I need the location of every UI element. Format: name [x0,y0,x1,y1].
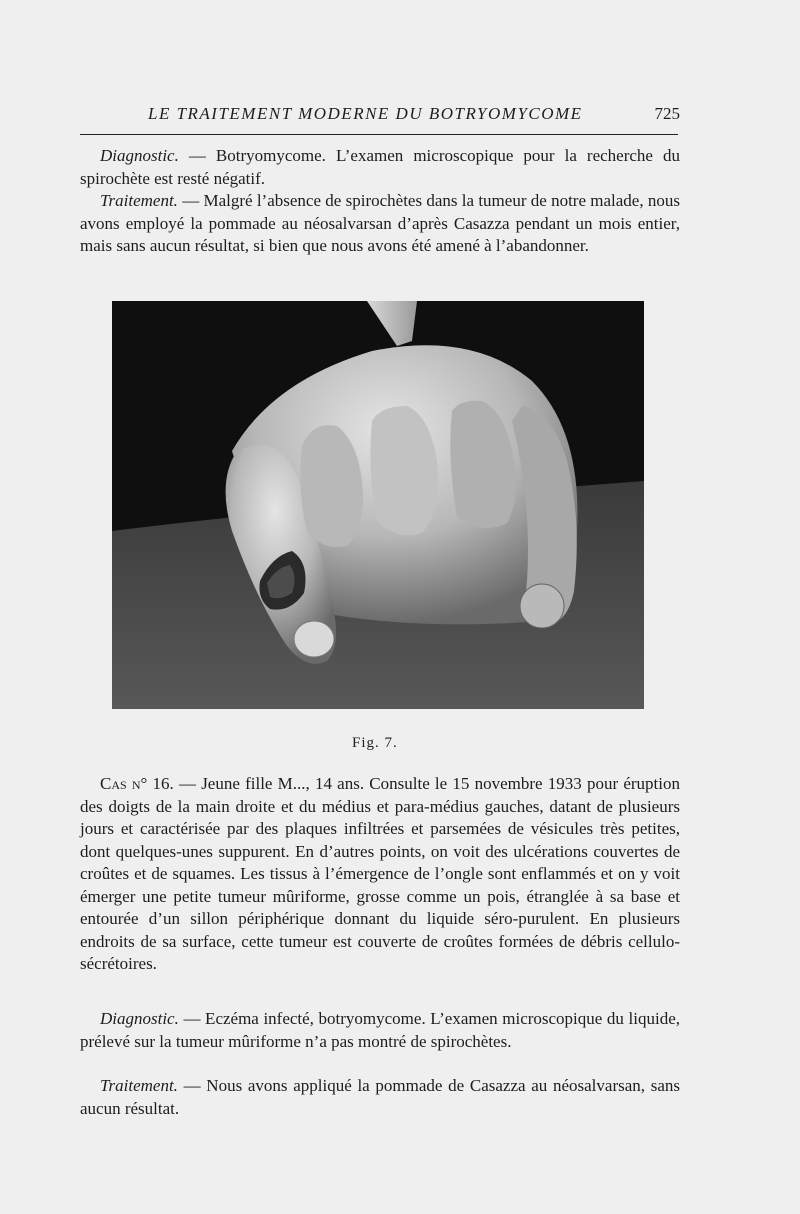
paragraph-text: — Malgré l’absence de spirochètes dans la tumeur de notre malade, nous avons employé la pommade au néosalvarsan d’après Casazza pendant un mois entier, mais sans aucun résultat, si bien que nous avons été amené à l’abandonner. [80,191,680,255]
paragraph-traitement-1 [80,190,680,258]
page-number: 725 [654,104,680,123]
hand-photo-illustration [112,301,644,709]
paragraph-lead: Traitement. [100,191,178,210]
paragraph-traitement-2 [80,1075,680,1120]
running-title: LE TRAITEMENT MODERNE DU BOTRYOMYCOME [148,104,583,123]
paragraph-cas-16 [80,773,680,976]
paragraph-text: — Eczéma infecté, botryomycome. L’examen microscopique du liquide, prélevé sur la tumeur mûriforme n’a pas montré de spirochètes. [80,1009,680,1051]
figure-caption: Fig. 7. [352,735,398,751]
paragraph-diagnostic-1 [80,145,680,190]
paragraph-text: — Jeune fille M..., 14 ans. Consulte le 15 novembre 1933 pour éruption des doigts de la main droite et du médius et para-médius gauches, datant de plusieurs jours et caractérisée par des plaques infiltrées et parsemées de vésicules très petites, dont quelques-unes suppurent. En d’autres points, on voit des ulcérations couvertes de croûtes et de squames. Les tissus à l’émergence de l’ongle sont enflammés et on y voit émerger une petite tumeur mûriforme, grosse comme un pois, étranglée à sa base et entourée d’un sillon périphérique donnant du liquide séro-purulent. En plusieurs endroits de sa surface, cette tumeur est couverte de croûtes formées de débris cellulo-sécrétoires. [80,774,680,973]
paragraph-diagnostic-2 [80,1008,680,1053]
running-head [80,100,680,130]
paragraph-text: — Nous avons appliqué la pommade de Casazza au néosalvarsan, sans aucun résultat. [80,1076,680,1118]
paragraph-lead: Diagnostic. [100,1009,179,1028]
header-rule [80,134,678,135]
paragraph-text: — Botryomycome. L’examen microscopique pour la recherche du spirochète est resté négatif. [80,146,680,188]
paragraph-lead: Traitement. [100,1076,178,1095]
figure-photograph [112,301,644,709]
paragraph-lead: Diagnostic. [100,146,179,165]
paragraph-lead: Cas n° 16. [100,774,174,793]
